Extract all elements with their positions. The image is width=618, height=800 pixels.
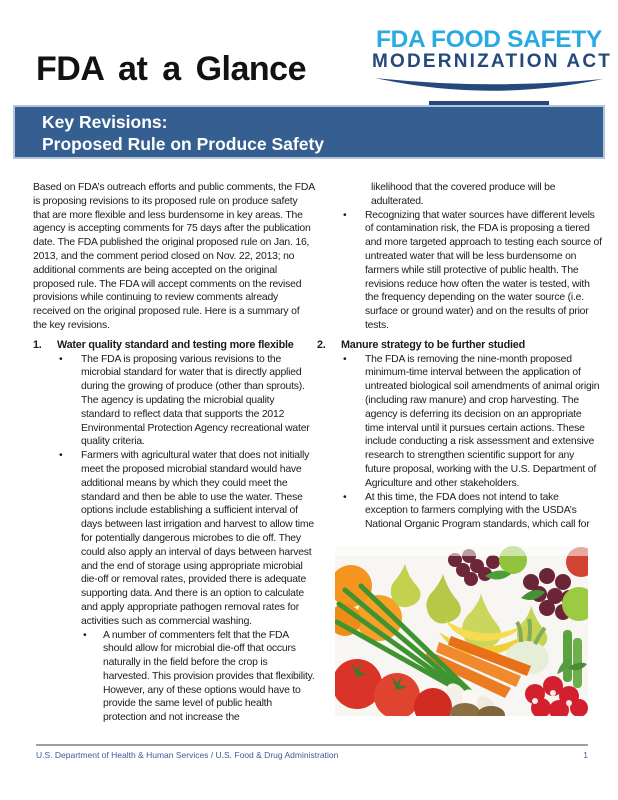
- section-1-number: 1.: [33, 338, 42, 351]
- bullet-item: • At this time, the FDA does not intend to take exception to farmers complying with the USDA’s National Organic Program standards, which call for: [317, 491, 602, 532]
- intro-paragraph: Based on FDA’s outreach efforts and public comments, the FDA is proposing revisions to its proposed rule on produce safety that are more flexible and less burdensome in key areas. The agency is accepting comments for 75 days after the publication date. The FDA published the original proposed rule on Jan. 16, 2013, and the comment period closed on Nov. 22, 2013; no additional comments are being accepted on the original proposed rule. The FDA will accept comments on the revised provisions while continuing to review comments already received on the original proposed rule. Here is a summary of the key revisions.: [33, 182, 315, 331]
- section-1-heading-text: Water quality standard and testing more flexible: [57, 338, 294, 351]
- produce-photo-image: [335, 546, 588, 716]
- section-2-heading-text: Manure strategy to be further studied: [341, 338, 525, 351]
- banner-line-2: Proposed Rule on Produce Safety: [42, 134, 324, 154]
- footer-divider: [36, 744, 588, 746]
- logo-swoosh-icon: [374, 75, 604, 101]
- banner-line-1: Key Revisions:: [42, 112, 168, 132]
- banner: [13, 105, 605, 159]
- sub-bullet-item: • A number of commenters felt that the FDA should allow for microbial die-off that occurs naturally in the field before the crop is harvested. This provision provides that flexibility. However, any of these options would have to provide the same level of public health protection and not increase the: [33, 629, 315, 726]
- bullet-item: • The FDA is proposing various revisions to the microbial standard for water that is directly applied during the growing of produce (other than sprouts). The agency is updating the microbial quality standard to reflect data that supports the 2012 Environmental Protection Agency recreational water quality criteria.: [33, 353, 315, 450]
- section-2-heading: [317, 339, 602, 353]
- page-number: 1: [583, 750, 588, 760]
- bullet-item: • Recognizing that water sources have different levels of contamination risk, the FDA is proposing a tiered and more targeted approach to testing each source of untreated water that will be less burdensome on farmers while still protective of public health. The revisions reduce how often the water is tested, with the frequency depending on the water source (i.e. surface or ground water) and on the results of prior tests.: [317, 209, 602, 333]
- footer-text: U.S. Department of Health & Human Services / U.S. Food & Drug Administration: [36, 750, 339, 760]
- footer: [36, 750, 588, 760]
- continuation-text: likelihood that the covered produce will be adulterated.: [371, 182, 556, 207]
- section-2-number: 2.: [317, 338, 326, 351]
- section-1-heading: [33, 339, 315, 353]
- bullet-item: • Farmers with agricultural water that does not initially meet the proposed microbial standard would have additional means by which they could meet the standard and then be able to use the water. These options include establishing a sufficient interval of days between last irrigation and harvest to allow time for potentially dangerous microbes to die off. They could also apply an interval of days between harvest and the end of storage using appropriate microbial die-off or removal rates, provided there is adequate supporting data. And there is an option to calculate and apply appropriate pathogen removal rates for activities such as commercial washing.: [33, 449, 315, 628]
- document-title: FDA at a Glance: [36, 50, 306, 88]
- column-left: [33, 181, 315, 725]
- logo-line-1: FDA FOOD SAFETY: [376, 26, 602, 53]
- fsma-logo: [372, 26, 613, 110]
- logo-line-2: MODERNIZATION ACT: [372, 51, 613, 73]
- column-right: [317, 181, 602, 716]
- bullet-item: • The FDA is removing the nine-month proposed minimum-time interval between the application of untreated biological soil amendments of animal origin (including raw manure) and crop harvesting. The agency is deferring its decision on an appropriate time interval until it pursues certain actions. These include conducting a risk assessment and extensive research to strengthen scientific support for any future proposal, working with the U.S. Department of Agriculture and other stakeholders.: [317, 353, 602, 491]
